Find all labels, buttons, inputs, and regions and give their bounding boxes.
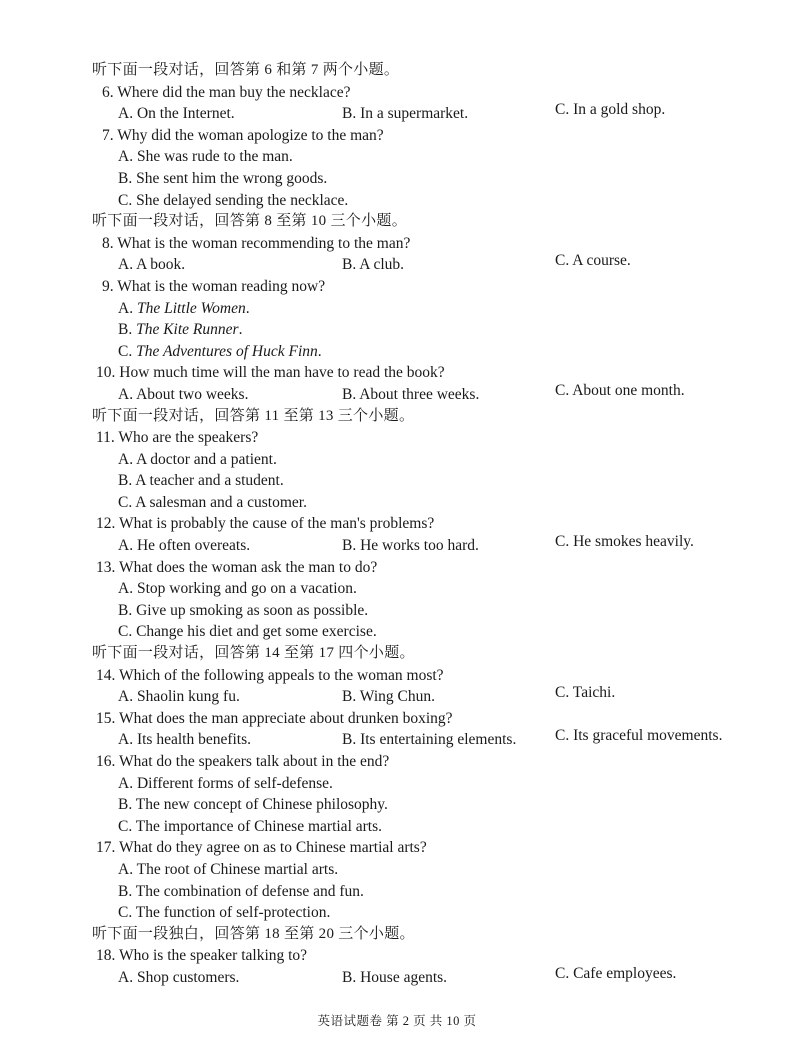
options-row (0, 729, 794, 751)
option-a: A. About two weeks. (118, 385, 249, 403)
option-b: B. About three weeks. (342, 385, 480, 403)
option-b: B. A teacher and a student. (118, 472, 284, 490)
option-b: B. Give up smoking as soon as possible. (118, 601, 369, 619)
option-b: B. She sent him the wrong goods. (118, 169, 328, 187)
question-stem: 8. What is the woman recommending to the man? (102, 234, 411, 252)
options-row (0, 254, 794, 276)
question-stem: 17. What do they agree on as to Chinese martial arts? (96, 839, 427, 857)
option-a: A. A book. (118, 256, 186, 274)
option-c: C. Change his diet and get some exercise. (118, 623, 377, 641)
book-title: The Kite Runner (136, 321, 239, 339)
option-c: C. Taichi. (555, 684, 616, 702)
option-punctuation: . (238, 321, 243, 339)
option-c: C. In a gold shop. (555, 101, 666, 119)
options-row (0, 535, 794, 557)
option-a: A. He often overeats. (118, 537, 251, 555)
question-stem: 6. Where did the man buy the necklace? (102, 83, 351, 101)
option-a: A. She was rude to the man. (118, 148, 293, 166)
option-a (0, 298, 794, 320)
question-stem: 9. What is the woman reading now? (102, 277, 326, 295)
option-b: B. Wing Chun. (342, 688, 435, 706)
option-c: C. A course. (555, 252, 631, 270)
section-instruction: 听下面一段对话，回答第 6 和第 7 两个小题。 (92, 62, 400, 78)
exam-page-content (0, 60, 794, 989)
option-a: A. The root of Chinese martial arts. (118, 860, 339, 878)
question-stem: 14. Which of the following appeals to the woman most? (96, 666, 444, 684)
option-b: B. He works too hard. (342, 537, 479, 555)
option-punctuation: . (317, 342, 322, 360)
option-b: B. The combination of defense and fun. (118, 882, 364, 900)
option-c: C. A salesman and a customer. (118, 493, 307, 511)
option-b: B. House agents. (342, 968, 448, 986)
options-row (0, 686, 794, 708)
option-a: A. Its health benefits. (118, 731, 252, 749)
option-a: A. Shaolin kung fu. (118, 688, 240, 706)
option-b (0, 319, 794, 341)
option-b: B. The new concept of Chinese philosophy. (118, 796, 388, 814)
option-c (0, 341, 794, 363)
section-instruction: 听下面一段独白，回答第 18 至第 20 三个小题。 (92, 925, 415, 942)
option-a: A. Stop working and go on a vacation. (118, 580, 357, 598)
section-instruction: 听下面一段对话，回答第 11 至第 13 三个小题。 (92, 407, 415, 424)
option-a: A. Different forms of self-defense. (118, 774, 333, 792)
option-letter: A. (118, 299, 137, 317)
option-a: A. Shop customers. (118, 968, 240, 986)
option-a: A. A doctor and a patient. (118, 450, 277, 468)
question-stem: 13. What does the woman ask the man to do? (96, 558, 378, 576)
option-c: C. She delayed sending the necklace. (118, 191, 349, 209)
book-title: The Little Women (136, 299, 246, 317)
book-title: The Adventures of Huck Finn (136, 342, 318, 360)
option-c: C. About one month. (555, 381, 685, 399)
option-a: A. On the Internet. (118, 105, 235, 123)
section-instruction: 听下面一段对话，回答第 14 至第 17 四个小题。 (92, 645, 415, 662)
question-stem: 15. What does the man appreciate about drunken boxing? (96, 709, 453, 727)
question-stem: 16. What do the speakers talk about in the end? (96, 753, 390, 770)
option-punctuation: . (245, 299, 250, 317)
option-c: C. The function of self-protection. (118, 904, 331, 922)
option-c: C. He smokes heavily. (555, 533, 694, 551)
option-b: B. Its entertaining elements. (342, 731, 517, 749)
options-row (0, 103, 794, 125)
question-stem: 7. Why did the woman apologize to the man? (102, 126, 384, 144)
options-row (0, 381, 794, 406)
page-footer: 英语试题卷 第 2 页 共 10 页 (317, 1014, 477, 1028)
option-c: C. Its graceful movements. (555, 727, 723, 745)
option-letter: B. (118, 321, 137, 339)
option-b: B. In a supermarket. (342, 105, 469, 123)
question-stem: 10. How much time will the man have to read the book? (96, 364, 445, 382)
option-c: C. Cafe employees. (555, 964, 677, 982)
section-instruction: 听下面一段对话，回答第 8 至第 10 三个小题。 (92, 213, 408, 230)
question-stem: 11. Who are the speakers? (96, 429, 259, 447)
option-letter: C. (118, 342, 137, 360)
option-b: B. A club. (342, 256, 405, 274)
option-c: C. The importance of Chinese martial arts. (118, 817, 382, 835)
question-stem: 18. Who is the speaker talking to? (96, 947, 308, 965)
question-stem: 12. What is probably the cause of the man's problems? (96, 515, 435, 533)
options-row (0, 964, 794, 989)
